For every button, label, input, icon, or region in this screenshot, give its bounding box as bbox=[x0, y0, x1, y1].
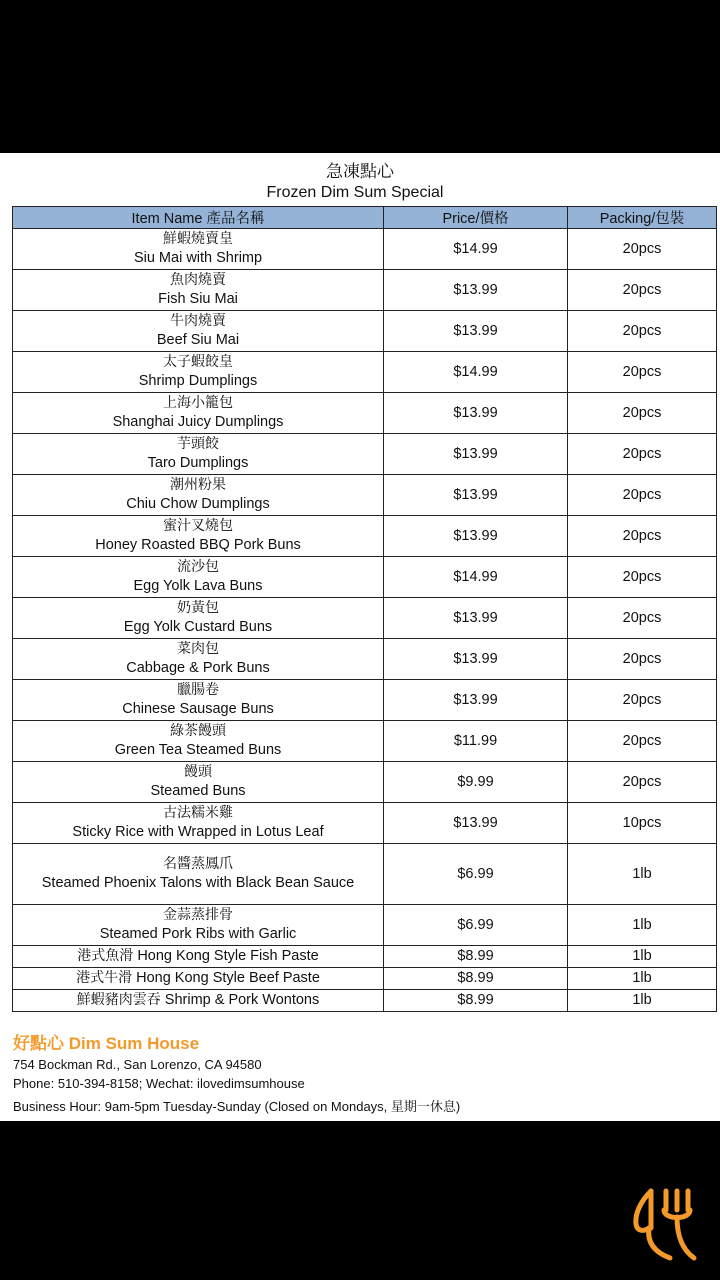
item-name-chinese: 名醬蒸鳳爪 bbox=[163, 856, 233, 872]
packing-cell: 10pcs bbox=[568, 803, 717, 844]
item-name-english: Hong Kong Style Fish Paste bbox=[137, 948, 319, 964]
price-cell: $13.99 bbox=[384, 598, 568, 639]
price-cell: $13.99 bbox=[384, 393, 568, 434]
phone-wechat: Phone: 510-394-8158; Wechat: ilovedimsumhouse bbox=[13, 1076, 305, 1091]
packing-cell: 20pcs bbox=[568, 311, 717, 352]
column-header-item-name: Item Name 產品名稱 bbox=[13, 207, 384, 229]
item-name-cell bbox=[13, 229, 384, 270]
item-name-cell bbox=[13, 557, 384, 598]
item-name-chinese: 臘腸卷 bbox=[177, 682, 219, 698]
item-name-english: Egg Yolk Custard Buns bbox=[123, 619, 273, 635]
item-name-chinese: 魚肉燒賣 bbox=[170, 272, 226, 288]
item-name-english: Cabbage & Pork Buns bbox=[126, 660, 270, 676]
business-hours: Business Hour: 9am-5pm Tuesday-Sunday (Closed on Mondays, 星期一休息) bbox=[13, 1099, 461, 1114]
item-name-english: Honey Roasted BBQ Pork Buns bbox=[95, 537, 301, 553]
item-name-cell bbox=[13, 434, 384, 475]
item-name-english: Chiu Chow Dumplings bbox=[126, 496, 270, 512]
packing-cell: 20pcs bbox=[568, 393, 717, 434]
item-name-chinese: 菜肉包 bbox=[177, 641, 219, 657]
item-name-chinese: 流沙包 bbox=[177, 559, 219, 575]
menu-table bbox=[12, 206, 717, 1012]
table-row bbox=[13, 844, 717, 905]
packing-cell: 20pcs bbox=[568, 762, 717, 803]
fork-logo-icon bbox=[630, 1186, 704, 1264]
table-row bbox=[13, 516, 717, 557]
price-cell: $11.99 bbox=[384, 721, 568, 762]
price-cell: $14.99 bbox=[384, 229, 568, 270]
price-cell: $13.99 bbox=[384, 639, 568, 680]
table-row bbox=[13, 721, 717, 762]
table-row bbox=[13, 803, 717, 844]
item-name-chinese: 鮮蝦燒賣皇 bbox=[163, 231, 233, 247]
item-name-english: Steamed Buns bbox=[150, 783, 246, 799]
packing-cell: 20pcs bbox=[568, 639, 717, 680]
item-name-english: Chinese Sausage Buns bbox=[122, 701, 274, 717]
table-row bbox=[13, 393, 717, 434]
item-name-chinese: 饅頭 bbox=[184, 764, 212, 780]
footer bbox=[13, 1033, 713, 1116]
price-cell: $13.99 bbox=[384, 434, 568, 475]
price-cell: $13.99 bbox=[384, 270, 568, 311]
table-row bbox=[13, 598, 717, 639]
menu-sheet bbox=[0, 153, 720, 1121]
packing-cell: 20pcs bbox=[568, 434, 717, 475]
table-row bbox=[13, 946, 717, 968]
item-name-chinese: 太子蝦餃皇 bbox=[163, 354, 233, 370]
column-header-price: Price/價格 bbox=[384, 207, 568, 229]
packing-cell: 1lb bbox=[568, 968, 717, 990]
item-name-chinese: 芋頭餃 bbox=[177, 436, 219, 452]
item-name-english: Hong Kong Style Beef Paste bbox=[136, 970, 320, 986]
item-name-cell bbox=[13, 990, 384, 1012]
item-name-cell bbox=[13, 475, 384, 516]
table-row bbox=[13, 680, 717, 721]
table-row bbox=[13, 905, 717, 946]
item-name-cell bbox=[13, 393, 384, 434]
item-name-cell bbox=[13, 721, 384, 762]
item-name-chinese: 港式魚滑 bbox=[77, 948, 134, 964]
address: 754 Bockman Rd., San Lorenzo, CA 94580 bbox=[13, 1057, 262, 1072]
packing-cell: 20pcs bbox=[568, 680, 717, 721]
packing-cell: 20pcs bbox=[568, 352, 717, 393]
item-name-english: Steamed Phoenix Talons with Black Bean Sauce bbox=[41, 875, 355, 891]
item-name-cell bbox=[13, 639, 384, 680]
table-row bbox=[13, 270, 717, 311]
item-name-english: Fish Siu Mai bbox=[158, 291, 238, 307]
packing-cell: 1lb bbox=[568, 844, 717, 905]
brand-name-chinese: 好點心 bbox=[13, 1034, 64, 1054]
item-name-cell bbox=[13, 598, 384, 639]
price-cell: $13.99 bbox=[384, 680, 568, 721]
item-name-english: Shrimp Dumplings bbox=[138, 373, 258, 389]
price-cell: $6.99 bbox=[384, 844, 568, 905]
item-name-english: Sticky Rice with Wrapped in Lotus Leaf bbox=[72, 824, 324, 840]
table-row bbox=[13, 475, 717, 516]
item-name-chinese: 蜜汁叉燒包 bbox=[163, 518, 233, 534]
price-cell: $8.99 bbox=[384, 990, 568, 1012]
price-cell: $14.99 bbox=[384, 557, 568, 598]
item-name-english: Shanghai Juicy Dumplings bbox=[112, 414, 284, 430]
item-name-cell bbox=[13, 946, 384, 968]
table-row bbox=[13, 762, 717, 803]
item-name-chinese: 上海小籠包 bbox=[163, 395, 233, 411]
price-cell: $13.99 bbox=[384, 516, 568, 557]
table-row bbox=[13, 311, 717, 352]
column-header-packing: Packing/包裝 bbox=[568, 207, 717, 229]
item-name-english: Shrimp & Pork Wontons bbox=[164, 992, 320, 1008]
table-row bbox=[13, 352, 717, 393]
table-row bbox=[13, 990, 717, 1012]
packing-cell: 20pcs bbox=[568, 516, 717, 557]
item-name-cell bbox=[13, 680, 384, 721]
price-cell: $13.99 bbox=[384, 475, 568, 516]
item-name-chinese: 奶黃包 bbox=[177, 600, 219, 616]
item-name-chinese: 鮮蝦豬肉雲吞 bbox=[76, 992, 161, 1008]
item-name-english: Siu Mai with Shrimp bbox=[133, 250, 263, 266]
brand-name bbox=[13, 1033, 713, 1055]
price-cell: $8.99 bbox=[384, 968, 568, 990]
table-row bbox=[13, 968, 717, 990]
item-name-chinese: 港式牛滑 bbox=[76, 970, 133, 986]
table-row bbox=[13, 639, 717, 680]
item-name-english: Taro Dumplings bbox=[147, 455, 249, 471]
packing-cell: 1lb bbox=[568, 905, 717, 946]
item-name-cell bbox=[13, 803, 384, 844]
item-name-cell bbox=[13, 516, 384, 557]
item-name-chinese: 牛肉燒賣 bbox=[170, 313, 226, 329]
table-row bbox=[13, 557, 717, 598]
packing-cell: 20pcs bbox=[568, 229, 717, 270]
table-header-row bbox=[13, 207, 717, 229]
price-cell: $6.99 bbox=[384, 905, 568, 946]
packing-cell: 20pcs bbox=[568, 475, 717, 516]
price-cell: $8.99 bbox=[384, 946, 568, 968]
packing-cell: 20pcs bbox=[568, 598, 717, 639]
item-name-chinese: 古法糯米雞 bbox=[163, 805, 233, 821]
price-cell: $9.99 bbox=[384, 762, 568, 803]
item-name-chinese: 金蒜蒸排骨 bbox=[163, 907, 233, 923]
item-name-english: Green Tea Steamed Buns bbox=[114, 742, 282, 758]
menu-table-body bbox=[13, 229, 717, 1012]
item-name-cell bbox=[13, 311, 384, 352]
item-name-cell bbox=[13, 762, 384, 803]
item-name-cell bbox=[13, 905, 384, 946]
item-name-chinese: 綠茶饅頭 bbox=[170, 723, 226, 739]
packing-cell: 20pcs bbox=[568, 557, 717, 598]
price-cell: $13.99 bbox=[384, 311, 568, 352]
brand-name-english: Dim Sum House bbox=[68, 1034, 200, 1053]
title-chinese: 急凍點心 bbox=[326, 162, 394, 182]
price-cell: $14.99 bbox=[384, 352, 568, 393]
packing-cell: 20pcs bbox=[568, 270, 717, 311]
item-name-cell bbox=[13, 968, 384, 990]
item-name-english: Steamed Pork Ribs with Garlic bbox=[99, 926, 297, 942]
title-english: Frozen Dim Sum Special bbox=[266, 184, 444, 201]
item-name-english: Egg Yolk Lava Buns bbox=[133, 578, 263, 594]
packing-cell: 1lb bbox=[568, 946, 717, 968]
table-row bbox=[13, 229, 717, 270]
table-row bbox=[13, 434, 717, 475]
item-name-cell bbox=[13, 352, 384, 393]
price-cell: $13.99 bbox=[384, 803, 568, 844]
item-name-cell bbox=[13, 270, 384, 311]
item-name-cell bbox=[13, 844, 384, 905]
item-name-chinese: 潮州粉果 bbox=[170, 477, 226, 493]
item-name-english: Beef Siu Mai bbox=[156, 332, 240, 348]
packing-cell: 20pcs bbox=[568, 721, 717, 762]
packing-cell: 1lb bbox=[568, 990, 717, 1012]
